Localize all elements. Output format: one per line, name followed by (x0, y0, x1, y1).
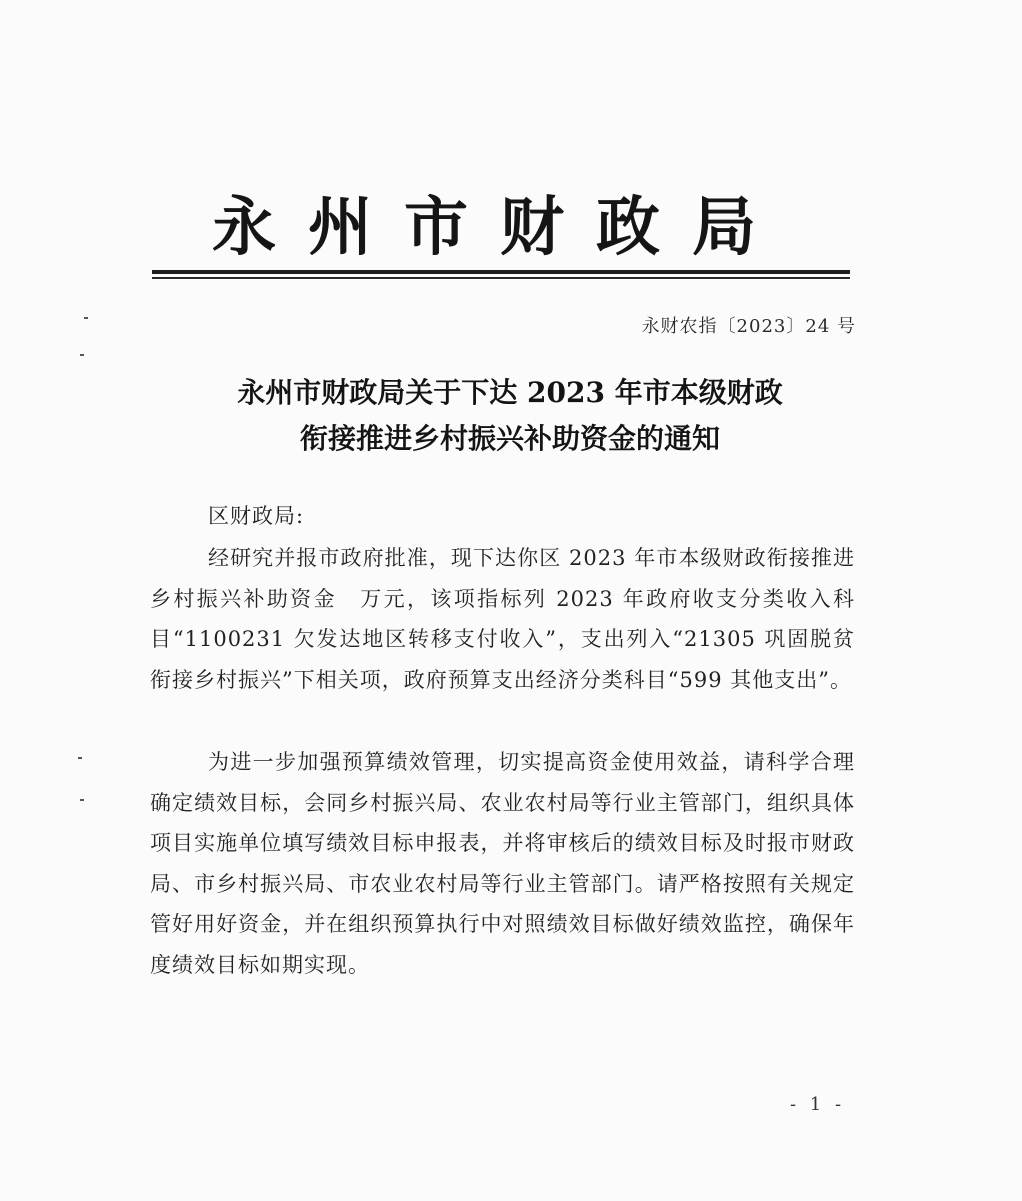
scan-speck (80, 799, 84, 801)
document-title-line-2: 衔接推进乡村振兴补助资金的通知 (299, 422, 720, 455)
header-rule-thick (152, 270, 850, 274)
scan-speck (84, 317, 88, 319)
document-number: 永财农指〔2023〕24 号 (641, 316, 856, 337)
body-paragraph-1: 经研究并报市政府批准，现下达你区 2023 年市本级财政衔接推进乡村振兴补助资金 万元，该项指标列 2023 年政府收支分类收入科目“1100231 欠发达地区转移支付收入”，支出列入“21305 巩固脱贫衔接乡村振兴”下相关项，政府预算支出经济分类科目“599 其他支出”。 (150, 546, 855, 692)
scan-speck (78, 757, 82, 759)
scan-speck (80, 354, 84, 356)
page-number: - 1 - (790, 1094, 846, 1115)
org-header-title: 永州市财政局 (212, 190, 788, 265)
header-rule-thin (152, 277, 850, 279)
body-paragraph-2: 为进一步加强预算绩效管理，切实提高资金使用效益，请科学合理确定绩效目标，会同乡村振兴局、农业农村局等行业主管部门，组织具体项目实施单位填写绩效目标申报表，并将审核后的绩效目标及时报市财政局、市乡村振兴局、市农业农村局等行业主管部门。请严格按照有关规定管好用好资金，并在组织预算执行中对照绩效目标做好绩效监控，确保年度绩效目标如期实现。 (150, 750, 855, 977)
document-title-line-1: 永州市财政局关于下达 2023 年市本级财政 (237, 376, 783, 409)
document-title (150, 370, 870, 462)
salutation: 区财政局: (208, 504, 305, 528)
